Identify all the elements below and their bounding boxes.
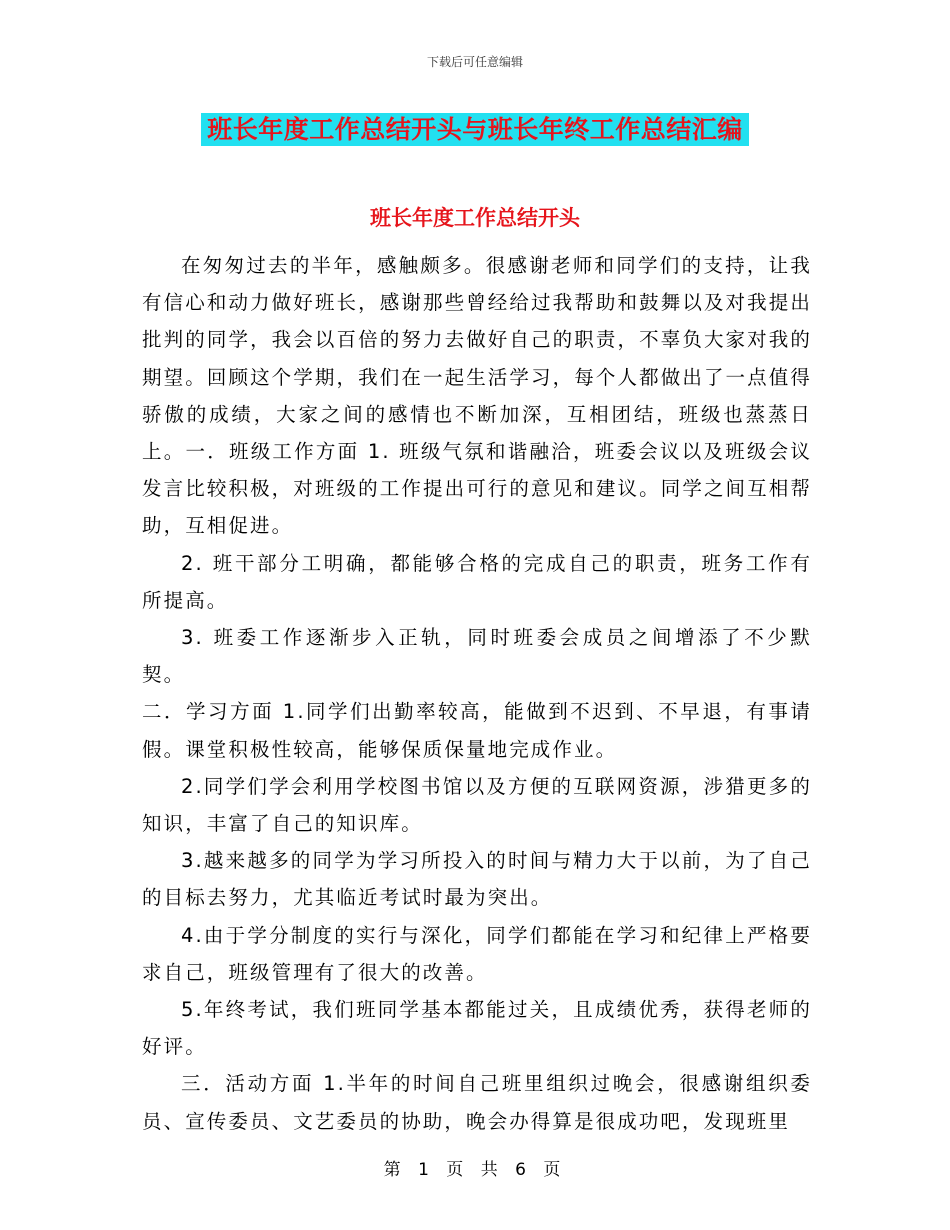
header-note: 下载后可任意编辑 [426,55,523,69]
main-title-container [0,113,950,146]
paragraph: 2. 班干部分工明确，都能够合格的完成自己的职责，班务工作有所提高。 [142,551,812,612]
paragraph: 3.越来越多的同学为学习所投入的时间与精力大于以前，为了自己的目标去努力，尤其临近考试时最为突出。 [142,849,812,910]
main-title: 班长年度工作总结开头与班长年终工作总结汇编 [201,113,749,146]
paragraph: 4.由于学分制度的实行与深化，同学们都能在学习和纪律上严格要求自己，班级管理有了很大的改善。 [142,923,812,984]
page-footer: 第 1 页 共 6 页 [383,1160,567,1180]
section-title: 班长年度工作总结开头 [370,206,580,230]
paragraph: 3. 班委工作逐渐步入正轨，同时班委会成员之间增添了不少默契。 [142,626,812,687]
paragraph: 三．活动方面 1.半年的时间自己班里组织过晚会，很感谢组织委员、宣传委员、文艺委员的协助，晚会办得算是很成功吧，发现班里 [142,1072,812,1133]
body-text [142,247,812,1140]
paragraph: 2.同学们学会利用学校图书馆以及方便的互联网资源，涉猎更多的知识，丰富了自己的知识库。 [142,774,812,836]
paragraph: 5.年终考试，我们班同学基本都能过关，且成绩优秀，获得老师的好评。 [142,998,812,1059]
paragraph: 在匆匆过去的半年，感触颇多。很感谢老师和同学们的支持，让我有信心和动力做好班长，感谢那些曾经给过我帮助和鼓舞以及对我提出批判的同学，我会以百倍的努力去做好自己的职责，不辜负大家对我的期望。回顾这个学期，我们在一起生活学习，每个人都做出了一点值得骄傲的成绩，大家之间的感情也不断加深，互相团结，班级也蒸蒸日上。一．班级工作方面 1. 班级气氛和谐融洽，班委会议以及班级会议发言比较积极，对班级的工作提出可行的意见和建议。同学之间互相帮助，互相促进。 [142,254,812,538]
paragraph: 二．学习方面 1.同学们出勤率较高，能做到不迟到、不早退，有事请假。课堂积极性较高，能够保质保量地完成作业。 [142,700,812,761]
